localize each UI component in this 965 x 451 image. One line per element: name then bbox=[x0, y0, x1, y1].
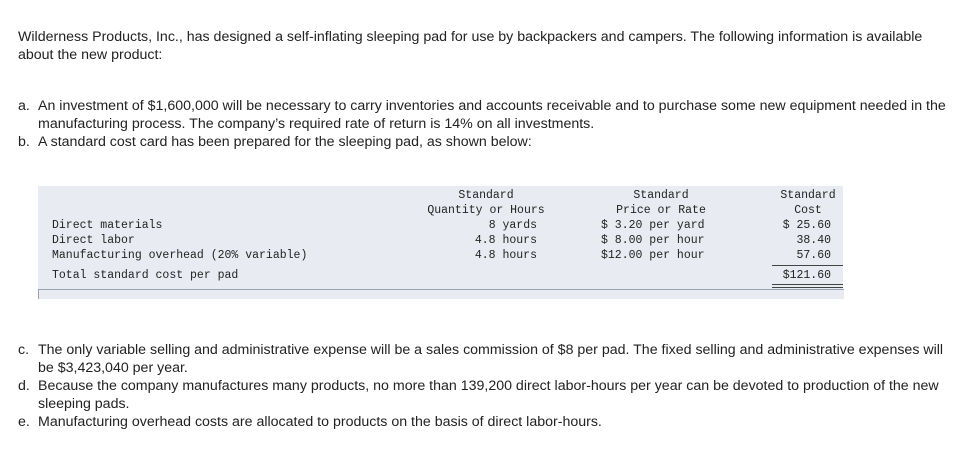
list-marker: d. bbox=[18, 378, 30, 394]
header-cost-line1: Standard bbox=[780, 189, 836, 202]
list-marker: b. bbox=[18, 134, 30, 150]
header-price-line2: Price or Rate bbox=[616, 204, 706, 217]
list-item-text: The only variable selling and administrative expense will be a sales commission of $8 per pad. The fixed selling and administrative expenses will be $3,423,040 per year. bbox=[38, 342, 944, 376]
row-qty-direct-labor: 4.8 hours bbox=[474, 234, 537, 247]
header-cost-line2: Cost bbox=[794, 204, 822, 217]
row-cost-manufacturing-overhead: 57.60 bbox=[796, 249, 831, 262]
total-double-rule-top bbox=[772, 284, 843, 285]
subtotal-rule bbox=[772, 265, 843, 266]
header-qty-line2: Quantity or Hours bbox=[427, 204, 545, 217]
standard-cost-card bbox=[38, 186, 843, 302]
row-label-direct-materials: Direct materials bbox=[52, 219, 163, 232]
list-item-e bbox=[18, 413, 958, 431]
row-label-manufacturing-overhead: Manufacturing overhead (20% variable) bbox=[52, 249, 308, 262]
intro-paragraph: Wilderness Products, Inc., has designed a self-inflating sleeping pad for use by backpackers and campers. The following information is available about the new product: bbox=[18, 29, 923, 63]
total-label: Total standard cost per pad bbox=[52, 269, 239, 282]
info-list-bottom bbox=[18, 341, 958, 431]
list-item-text: Manufacturing overhead costs are allocated to products on the basis of direct labor-hours. bbox=[38, 414, 602, 430]
total-value: $121.60 bbox=[782, 269, 831, 282]
list-item-text: Because the company manufactures many products, no more than 139,200 direct labor-hours per year can be devoted to production of the new sleeping pads. bbox=[38, 378, 939, 412]
row-price-direct-materials: $ 3.20 per yard bbox=[601, 219, 705, 232]
list-marker: c. bbox=[18, 342, 30, 358]
row-qty-manufacturing-overhead: 4.8 hours bbox=[474, 249, 537, 262]
row-cost-direct-materials: $ 25.60 bbox=[782, 219, 831, 232]
row-label-direct-labor: Direct labor bbox=[52, 234, 135, 247]
list-item-text: A standard cost card has been prepared for the sleeping pad, as shown below: bbox=[38, 134, 532, 150]
info-list-top bbox=[18, 97, 958, 151]
table-footer-bar bbox=[38, 289, 844, 299]
list-item-b bbox=[18, 133, 958, 151]
row-qty-direct-materials: 8 yards bbox=[488, 219, 537, 232]
total-double-rule-bottom bbox=[772, 287, 843, 288]
list-marker: a. bbox=[18, 98, 30, 114]
header-price-line1: Standard bbox=[633, 189, 689, 202]
list-item-c bbox=[18, 341, 958, 377]
row-price-manufacturing-overhead: $12.00 per hour bbox=[601, 249, 705, 262]
list-marker: e. bbox=[18, 414, 30, 430]
row-price-direct-labor: $ 8.00 per hour bbox=[601, 234, 705, 247]
header-qty-line1: Standard bbox=[458, 189, 514, 202]
row-cost-direct-labor: 38.40 bbox=[796, 234, 831, 247]
list-item-d bbox=[18, 377, 958, 413]
list-item-a bbox=[18, 97, 958, 133]
list-item-text: An investment of $1,600,000 will be necessary to carry inventories and accounts receivable and to purchase some new equipment needed in the manufacturing process. The company’s required rate of return is 14% on all investments. bbox=[38, 98, 946, 132]
